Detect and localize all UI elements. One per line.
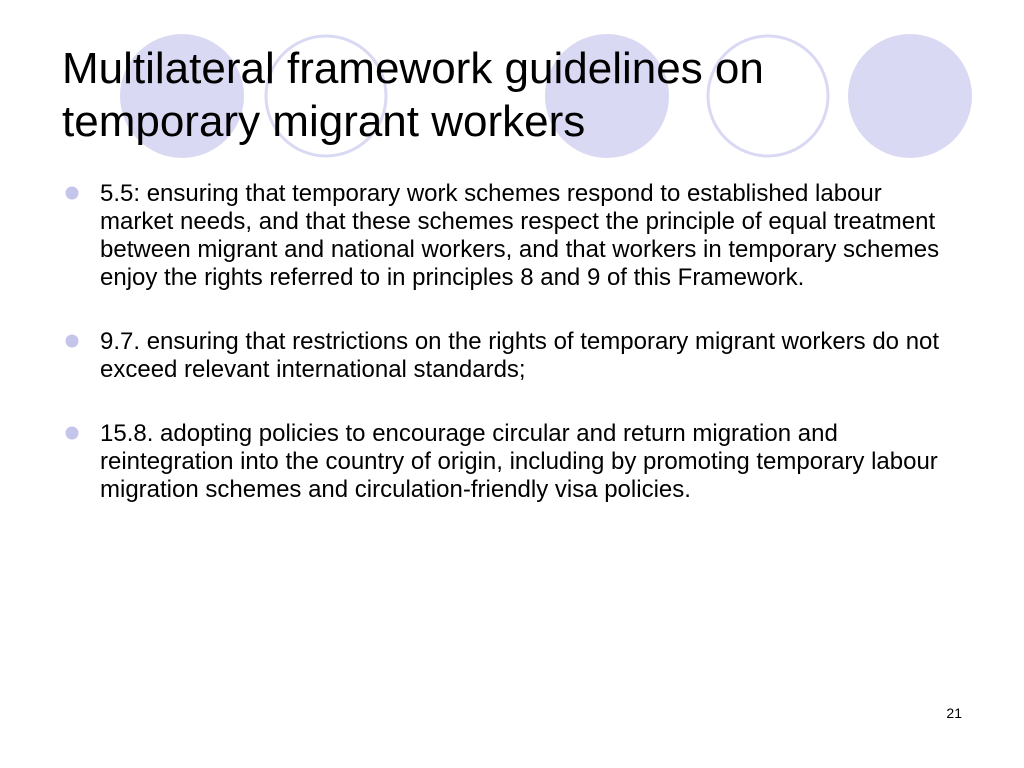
bullet-item [64,420,949,504]
disc-bullet-icon [65,186,79,200]
bullet-text: 15.8. adopting policies to encourage circular and return migration and reintegration into the country of origin, including by promoting temporary labour migration schemes and circulation-friendly visa policies. [100,420,938,503]
bullet-text: 5.5: ensuring that temporary work schemes respond to established labour market needs, and that these schemes respect the principle of equal treatment between migrant and national workers, and that workers in temporary schemes enjoy the rights referred to in principles 8 and 9 of this Framework. [100,180,940,291]
disc-bullet-icon [65,334,79,348]
bullet-item [64,328,949,384]
slide-title: Multilateral framework guidelines on temporary migrant workers [62,44,764,146]
disc-bullet-icon [65,426,79,440]
page-number: 21 [946,705,962,721]
bullet-item [64,180,949,292]
bullet-list [64,180,949,540]
bullet-text: 9.7. ensuring that restrictions on the rights of temporary migrant workers do not exceed relevant international standards; [100,328,940,383]
